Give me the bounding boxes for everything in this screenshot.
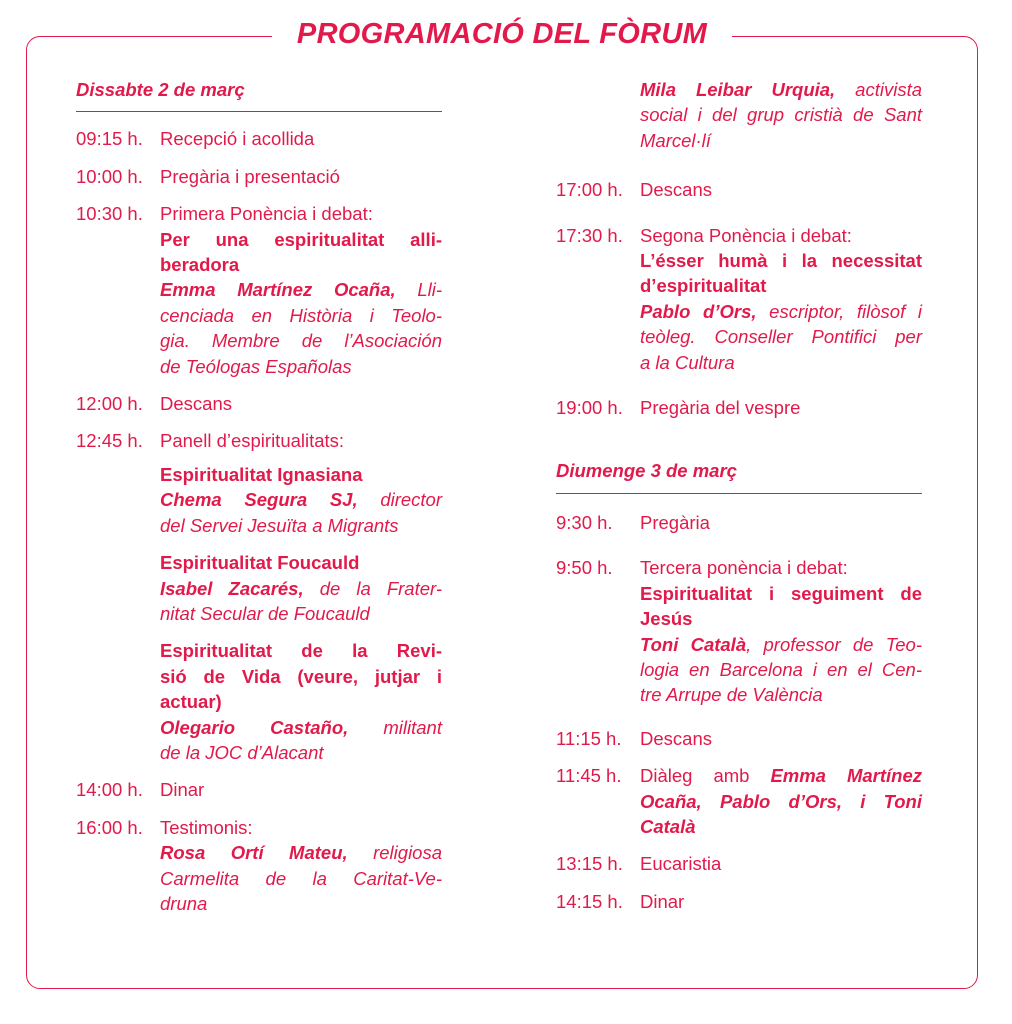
- time: 10:00 h.: [76, 165, 143, 187]
- time: 10:30 h.: [76, 203, 143, 225]
- activity: Segona Ponència i debat:: [640, 224, 852, 246]
- schedule-row: [556, 510, 922, 535]
- time: 14:00 h.: [76, 779, 143, 801]
- time: 9:30 h.: [556, 511, 613, 533]
- activity: Descans: [640, 179, 712, 201]
- speaker-desc: del Servei Jesuïta a Migrants: [160, 514, 399, 536]
- testimony-continued: [640, 77, 922, 153]
- activity: Pregària i presentació: [160, 165, 340, 187]
- talk-title: L’ésser humà i la necessitat: [640, 250, 922, 272]
- speaker-desc: religiosa: [373, 842, 443, 864]
- time: 19:00 h.: [556, 397, 623, 419]
- panel-title: sió de Vida (veure, jutjar i: [160, 665, 442, 687]
- speaker-line: [640, 299, 922, 324]
- speaker-name: Rosa Ortí Mateu,: [160, 842, 348, 864]
- speaker-desc: de la JOC d’Alacant: [160, 741, 324, 763]
- speaker-desc: social i del grup cristià de Sant: [640, 104, 922, 126]
- speaker-line: [640, 77, 922, 102]
- time: 17:00 h.: [556, 179, 623, 201]
- speaker-name: Emma Martínez Ocaña,: [160, 279, 396, 301]
- time: 12:00 h.: [76, 393, 143, 415]
- talk-title: d’espiritualitat: [640, 275, 767, 297]
- schedule-row: [556, 555, 922, 707]
- speaker-name: Toni Català: [640, 633, 747, 655]
- speaker-line: [160, 576, 442, 601]
- time: 17:30 h.: [556, 224, 623, 246]
- speaker-desc: tre Arrupe de València: [640, 684, 823, 706]
- time: 16:00 h.: [76, 816, 143, 838]
- talk-title: beradora: [160, 254, 240, 276]
- schedule-row: [556, 851, 922, 876]
- speaker-line: [160, 715, 442, 740]
- speaker-desc: a la Cultura: [640, 351, 735, 373]
- speaker-desc: director: [380, 489, 443, 511]
- panel-title: Espiritualitat Ignasiana: [160, 463, 363, 485]
- talk-title: Per una espiritualitat alli-: [160, 228, 442, 250]
- dialogue-line: [640, 763, 922, 788]
- speaker-name: Isabel Zacarés,: [160, 577, 304, 599]
- schedule-row: [76, 391, 442, 416]
- panel-item: [160, 462, 442, 538]
- activity: Diàleg amb: [640, 765, 750, 787]
- speaker-desc: activista: [855, 79, 922, 100]
- speaker-desc: Carmelita de la Caritat-Ve-: [160, 867, 442, 889]
- activity-block: [160, 815, 442, 917]
- schedule-row: [556, 177, 922, 202]
- activity: Dinar: [640, 890, 685, 912]
- activity: Descans: [640, 727, 712, 749]
- schedule-row: [556, 763, 922, 839]
- activity-block: [160, 201, 442, 379]
- speaker-desc: Lli-: [417, 279, 442, 301]
- time: 11:15 h.: [556, 727, 622, 749]
- speaker-desc: druna: [160, 892, 208, 914]
- schedule-row: [76, 777, 442, 802]
- page-title: PROGRAMACIÓ DEL FÒRUM: [272, 12, 732, 56]
- panel-item: [160, 638, 442, 765]
- activity: Recepció i acollida: [160, 128, 315, 150]
- speaker-name: Català: [640, 815, 696, 837]
- speaker-desc: escriptor, filòsof i: [769, 300, 923, 322]
- left-column: [76, 77, 442, 928]
- speaker-desc: de Teólogas Españolas: [160, 355, 352, 377]
- activity-block: [640, 555, 922, 707]
- schedule-row: [556, 889, 922, 914]
- panel-title: Espiritualitat de la Revi-: [160, 640, 442, 662]
- day-heading: Dissabte 2 de març: [76, 77, 442, 112]
- speaker-desc: nitat Secular de Foucauld: [160, 602, 370, 624]
- time: 09:15 h.: [76, 128, 143, 150]
- activity-block: [640, 763, 922, 839]
- activity: Pregària: [640, 511, 710, 533]
- time: 12:45 h.: [76, 430, 143, 452]
- schedule-row: [76, 428, 442, 453]
- time: 13:15 h.: [556, 853, 623, 875]
- activity: Eucaristia: [640, 853, 722, 875]
- right-column: [556, 77, 922, 926]
- speaker-name: Emma Martínez: [770, 765, 922, 787]
- day-heading: Diumenge 3 de març: [556, 458, 922, 493]
- activity: Tercera ponència i debat:: [640, 557, 848, 579]
- schedule-row: [556, 395, 922, 420]
- speaker-desc: , professor de Teo-: [746, 633, 922, 655]
- speaker-desc: logia en Barcelona i en el Cen-: [640, 658, 922, 680]
- panel-title: actuar): [160, 691, 222, 713]
- schedule-row: [76, 126, 442, 151]
- panel-item: [160, 550, 442, 626]
- speaker-name: Mila Leibar Urquia,: [640, 79, 836, 100]
- speaker-desc: militant: [383, 716, 442, 738]
- schedule-row: [556, 726, 922, 751]
- speaker-name: Pablo d’Ors,: [640, 300, 757, 322]
- speaker-line: [160, 487, 442, 512]
- time: 11:45 h.: [556, 765, 622, 787]
- speaker-line: [640, 632, 922, 657]
- schedule-row: [76, 815, 442, 917]
- speaker-desc: gia. Membre de l’Asociación: [160, 330, 442, 352]
- activity-block: [640, 223, 922, 375]
- speaker-name: Chema Segura SJ,: [160, 489, 358, 511]
- speaker-desc: de la Frater-: [319, 577, 442, 599]
- speaker-name: Olegario Castaño,: [160, 716, 349, 738]
- schedule-row: [76, 201, 442, 379]
- speaker-name: Ocaña, Pablo d’Ors, i Toni: [640, 790, 922, 812]
- activity: Dinar: [160, 779, 205, 801]
- activity: Descans: [160, 393, 232, 415]
- speaker-desc: cenciada en Història i Teolo-: [160, 304, 442, 326]
- schedule-row: [76, 164, 442, 189]
- activity: Testimonis:: [160, 816, 253, 838]
- time: 14:15 h.: [556, 890, 623, 912]
- talk-title: Jesús: [640, 608, 693, 630]
- speaker-line: [160, 277, 442, 302]
- activity: Panell d’espiritualitats:: [160, 430, 345, 452]
- time: 9:50 h.: [556, 557, 613, 579]
- talk-title: Espiritualitat i seguiment de: [640, 582, 922, 604]
- speaker-desc: Marcel·lí: [640, 129, 711, 151]
- panel-title: Espiritualitat Foucauld: [160, 552, 360, 574]
- speaker-line: [160, 840, 442, 865]
- speaker-desc: teòleg. Conseller Pontifici per: [640, 326, 922, 348]
- activity: Primera Ponència i debat:: [160, 203, 373, 225]
- schedule-row: [556, 223, 922, 375]
- activity: Pregària del vespre: [640, 397, 801, 419]
